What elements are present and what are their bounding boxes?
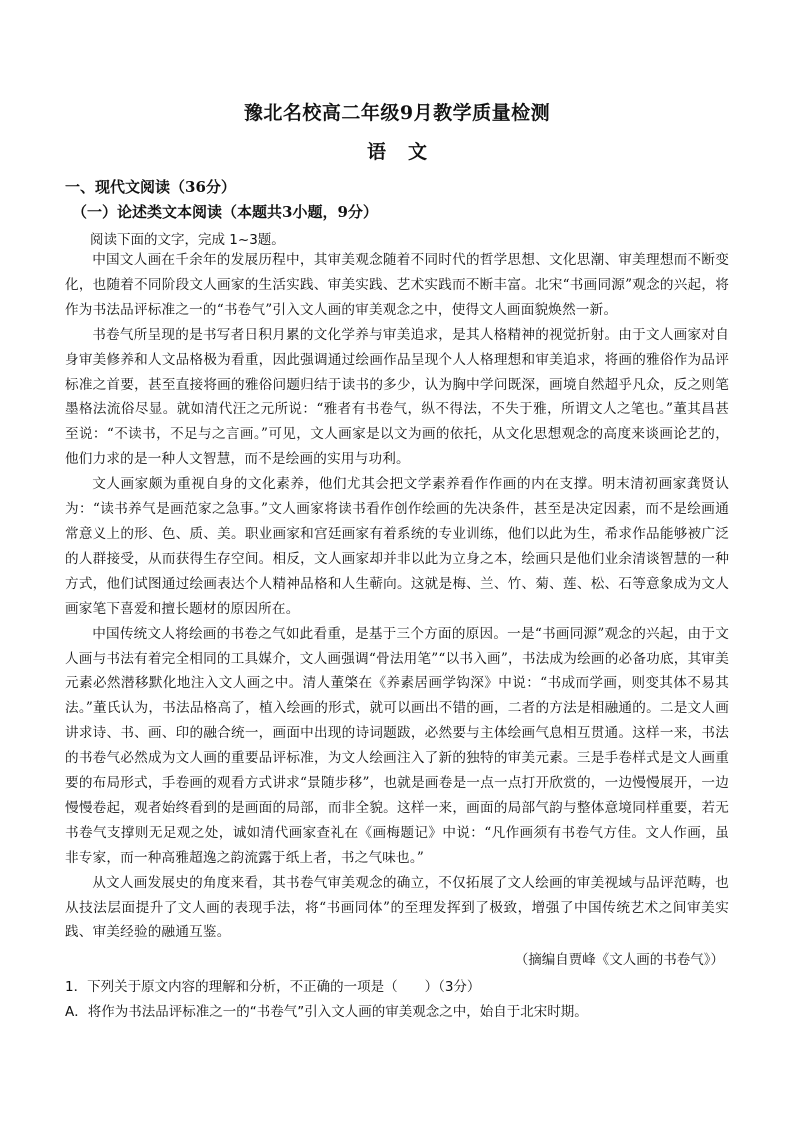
reading-passage	[65, 248, 729, 945]
passage-paragraph: 文人画家颇为重视自身的文化素养，他们尤其会把文学素养看作作画的内在支撑。明末清初画家龚贤认为：“读书养气是画范家之急事。”文人画家将读书看作创作绘画的先决条件，甚至是决定因素，而不是绘画通常意义上的形、色、质、美。职业画家和宫廷画家有着系统的专业训练，他们以此为生，希求作品能够被广泛的人群接受，从而获得生存空间。相反，文人画家却并非以此为立身之本，绘画只是他们业余清谈智慧的一种方式，他们试图通过绘画表达个人精神品格和人生蕲向。这就是梅、兰、竹、菊、莲、松、石等意象成为文人画家笔下喜爱和擅长题材的原因所在。	[65, 476, 729, 617]
passage-paragraph: 从文人画发展史的角度来看，其书卷气审美观念的确立，不仅拓展了文人绘画的审美视域与品评范畴，也从技法层面提升了文人画的表现手法，将“书画同体”的至理发挥到了极致，增强了中国传统艺术之间审美实践、审美经验的融通互鉴。	[65, 874, 729, 941]
exam-title: 豫北名校高二年级9月教学质量检测	[243, 102, 551, 124]
section-heading-modern-reading: 一、现代文阅读（36分）	[65, 178, 236, 196]
passage-source: （摘编自贾峰《文人画的书卷气》）	[514, 952, 724, 968]
question-1-stem: 1．下列关于原文内容的理解和分析，不正确的一项是（ ）（3分）	[65, 979, 481, 995]
passage-paragraph: 书卷气所呈现的是书写者日积月累的文化学养与审美追求，是其人格精神的视觉折射。由于文人画家对自身审美修养和人文品格极为看重，因此强调通过绘画作品呈现个人人格理想和审美追求，将画的雅俗作为品评标准之首要，甚至直接将画的雅俗问题归结于读书的多少，认为胸中学问既深，画境自然超乎凡众，反之则笔墨格法流俗尽显。就如清代汪之元所说：“雅者有书卷气，纵不得法，不失于雅，所谓文人之笔也。”董其昌甚至说：“不读书，不足与之言画。”可见，文人画家是以文为画的依托，从文化思想观念的高度来谈画论艺的，他们力求的是一种人文智慧，而不是绘画的实用与功利。	[65, 326, 729, 468]
reading-instruction: 阅读下面的文字，完成 1~3题。	[90, 232, 285, 248]
subsection-heading-argumentative-reading: （一）论述类文本阅读（本题共3小题，9分）	[72, 203, 378, 221]
question-1-option-a: A．将作为书法品评标准之一的“书卷气”引入文人画的审美观念之中，始自于北宋时期。	[65, 1004, 588, 1020]
passage-paragraph: 中国传统文人将绘画的书卷之气如此看重，是基于三个方面的原因。一是“书画同源”观念的兴起，由于文人画与书法有着完全相同的工具媒介，文人画强调“骨法用笔”“以书入画”，书法成为绘画的必备功底，其审美元素必然潜移默化地注入文人画之中。清人董棨在《养素居画学钩深》中说：“书成而学画，则变其体不易其法。”董氏认为，书法品格高了，植入绘画的形式，就可以画出不错的画，二者的方法是相融通的。二是文人画讲求诗、书、画、印的融合统一，画面中出现的诗词题跋，必然要与主体绘画气息相互贯通。这样一来，书法的书卷气必然成为文人画的重要品评标准，为文人绘画注入了新的独特的审美元素。三是手卷样式是文人画重要的布局形式，手卷画的观看方式讲求“景随步移”，也就是画卷是一点一点打开欣赏的，一边慢慢展开，一边慢慢卷起，观者始终看到的是画面的局部，而非全貌。这样一来，画面的局部气韵与整体意境同样重要，若无书卷气支撑则无足观之处，诚如清代画家查礼在《画梅题记》中说：“凡作画须有书卷气方佳。文人作画，虽非专家，而一种高雅超逸之韵流露于纸上者，书之气味也。”	[65, 625, 729, 866]
passage-paragraph: 中国文人画在千余年的发展历程中，其审美观念随着不同时代的哲学思想、文化思潮、审美理想而不断变化，也随着不同阶段文人画家的生活实践、审美实践、艺术实践而不断丰富。北宋“书画同源”观念的兴起，将作为书法品评标准之一的“书卷气”引入文人画的审美观念之中，使得文人画面貌焕然一新。	[65, 252, 729, 318]
subject-title: 语文	[366, 141, 449, 163]
